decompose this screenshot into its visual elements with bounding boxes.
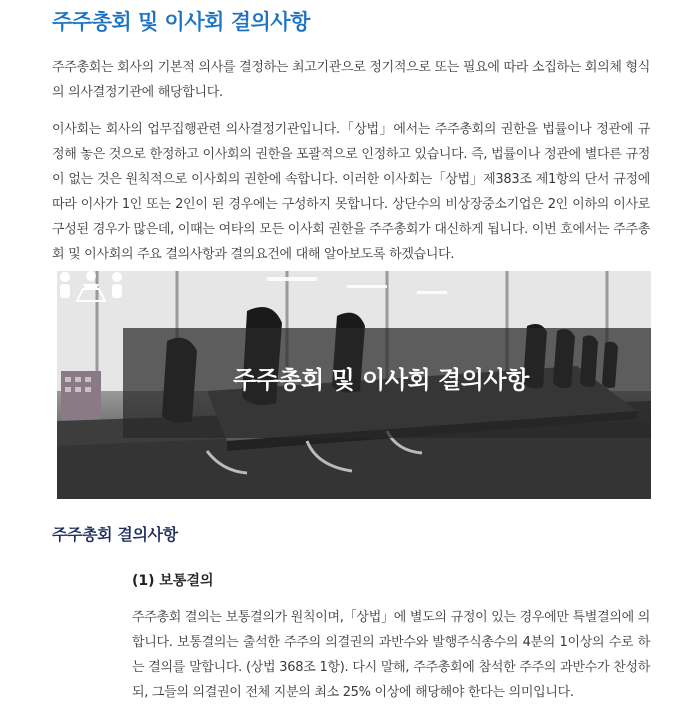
subsection-paragraph: 주주총회 결의는 보통결의가 원칙이며,「상법」에 별도의 규정이 있는 경우에만 특별결의에 의합니다. 보통결의는 출석한 주주의 의결권의 과반수와 발행주식총수의 4분의 1이상의 수로 하는 결의를 말합니다. (상법 368조 1항). 다시 말해, 주주총회에 참석한 주주의 과반수가 찬성하되, 그들의 의결권이 전체 지분의 최소 25% 이상에 해당해야 한다는 의미입니다. <box>132 610 650 700</box>
page-title: 주주총회 및 이사회 결의사항 <box>52 10 310 34</box>
meeting-people-icon <box>57 271 125 305</box>
intro-paragraph-2: 이사회는 회사의 업무집행관련 의사결정기관입니다.「상법」에서는 주주총회의 권한을 법률이나 정관에 규정해 놓은 것으로 한정하고 이사회의 권한을 포괄적으로 인정하고 있습니다. 즉, 법률이나 정관에 별다른 규정이 없는 것은 원칙적으로 이사회의 권한에 속합니다. 이러한 이사회는「상법」제383조 제1항의 단서 규정에 따라 이사가 1인 또는 2인이 된 경우에는 구성하지 못합니다. 상단수의 비상장중소기업은 2인 이하의 이사로 구성된 경우가 많은데, 이때는 여타의 모든 이사회 권한을 주주총회가 대신하게 됩니다. 이번 호에서는 주주총회 및 이사회의 주요 결의사항과 결의요건에 대해 알아보도록 하겠습니다. <box>52 122 650 262</box>
hero-banner-image <box>57 271 651 499</box>
intro-paragraph-1: 주주총회는 회사의 기본적 의사를 결정하는 최고기관으로 정기적으로 또는 필요에 따라 소집하는 회의체 형식의 의사결정기관에 해당합니다. <box>52 60 650 100</box>
subsection-heading: (1) 보통결의 <box>132 573 214 589</box>
banner-title: 주주총회 및 이사회 결의사항 <box>233 366 529 394</box>
section-heading: 주주총회 결의사항 <box>52 525 178 544</box>
